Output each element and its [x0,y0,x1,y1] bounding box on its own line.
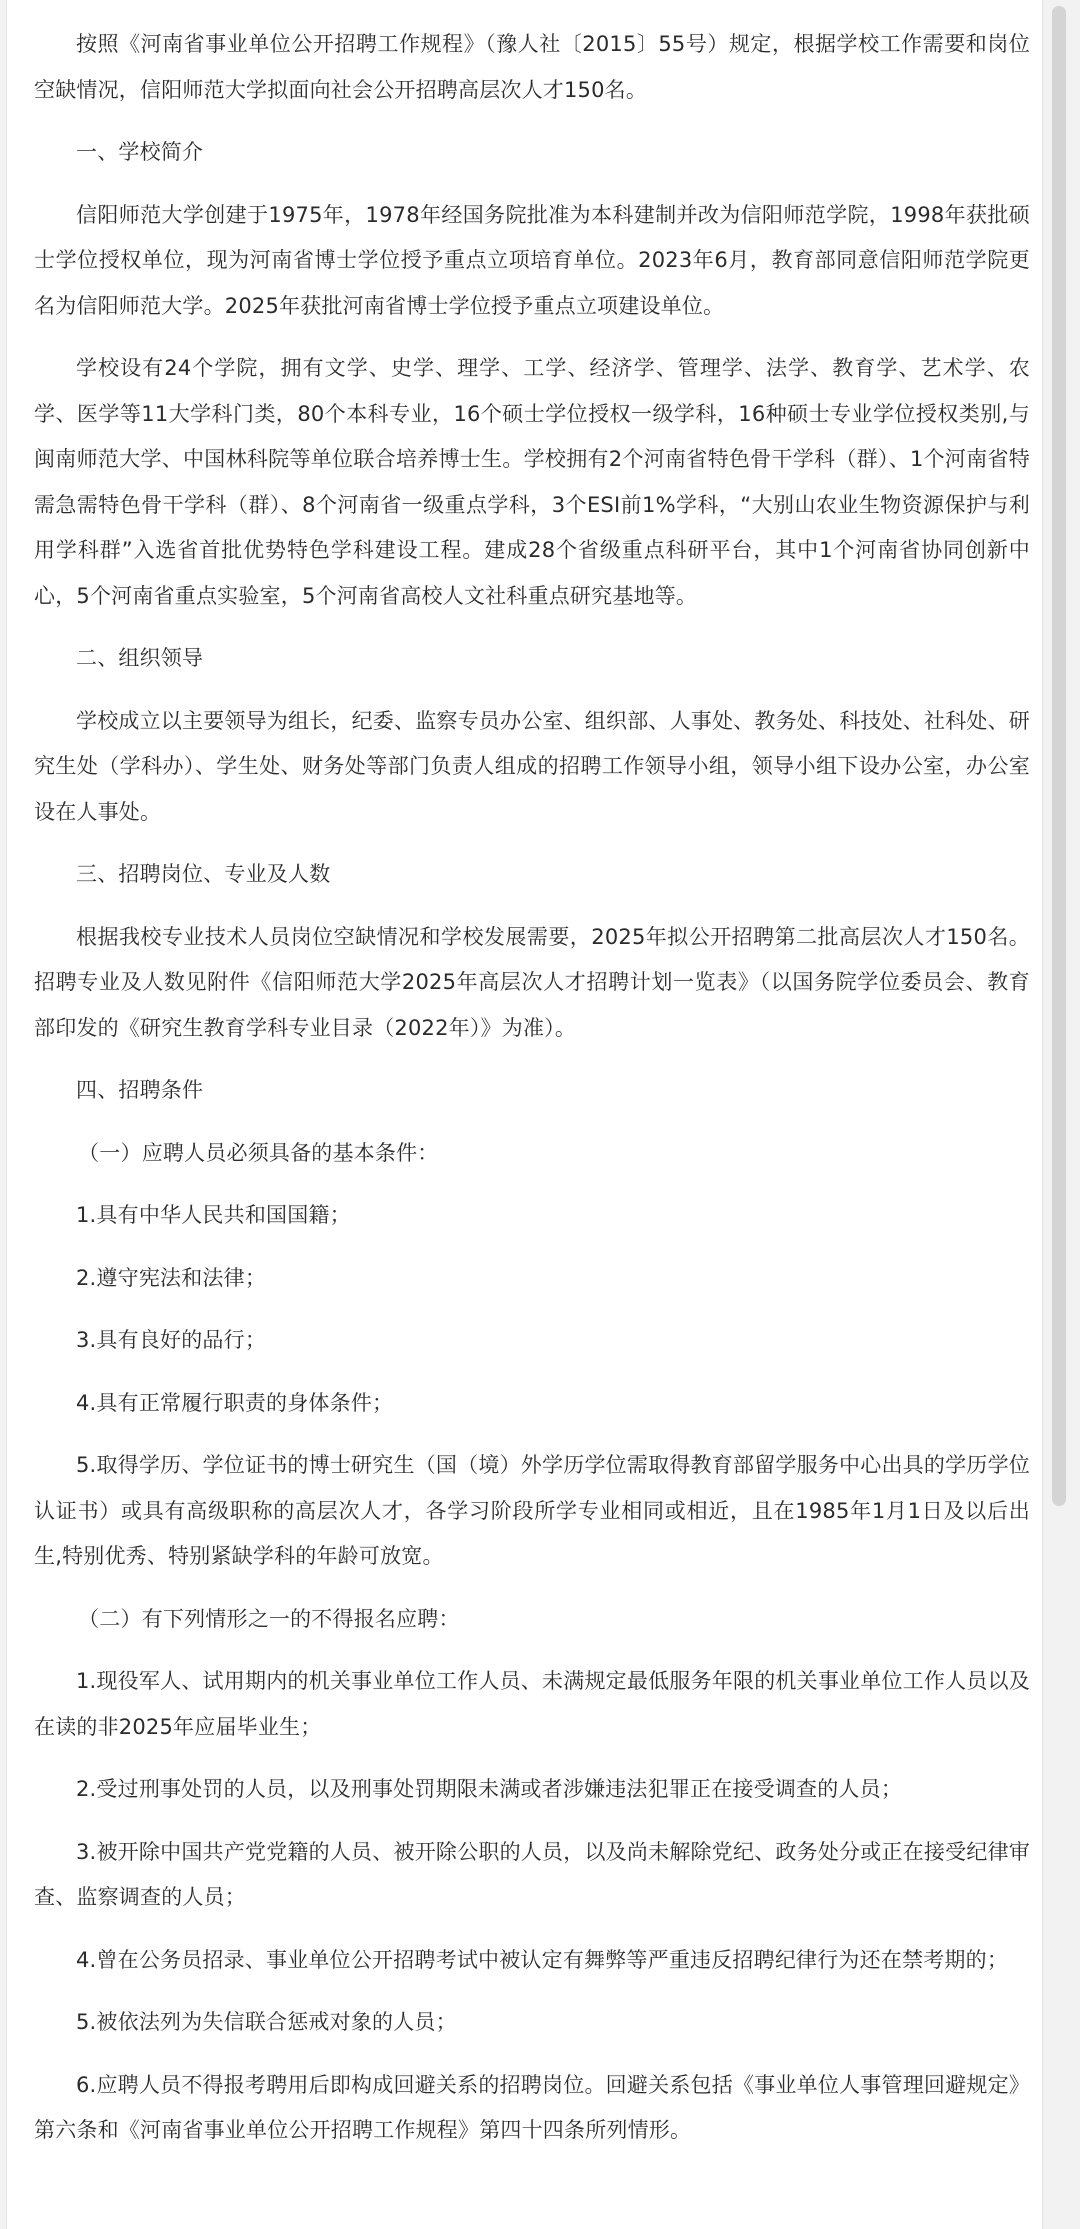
exclusion-item: 4.曾在公务员招录、事业单位公开招聘考试中被认定有舞弊等严重违反招聘纪律行为还在禁考期的； [76,1947,1009,1972]
scrollbar-thumb[interactable] [1052,6,1066,1506]
leadership-paragraph: 学校成立以主要领导为组长，纪委、监察专员办公室、组织部、人事处、教务处、科技处、社科处、研究生处（学科办）、学生处、财务处等部门负责人组成的招聘工作领导小组，领导小组下设办公室，办公室设在人事处。 [34,708,1030,824]
condition-item: 5.取得学历、学位证书的博士研究生（国（境）外学历学位需取得教育部留学服务中心出具的学历学位认证书）或具有高级职称的高层次人才，各学习阶段所学专业相同或相近，且在1985年1月1日及以后出生,特别优秀、特别紧缺学科的年龄可放宽。 [34,1453,1030,1568]
condition-item: 2.遵守宪法和法律； [76,1265,267,1290]
exclusion-item: 3.被开除中国共产党党籍的人员、被开除公职的人员，以及尚未解除党纪、政务处分或正在接受纪律审查、监察调查的人员； [34,1839,1030,1909]
subheading-basic-conditions: （一）应聘人员必须具备的基本条件： [78,1140,439,1165]
condition-item: 4.具有正常履行职责的身体条件； [76,1390,394,1415]
positions-paragraph: 根据我校专业技术人员岗位空缺情况和学校发展需要，2025年拟公开招聘第二批高层次人才150名。招聘专业及人数见附件《信阳师范大学2025年高层次人才招聘计划一览表》（以国务院学位委员会、教育部印发的《研究生教育学科专业目录（2022年）》为准）。 [34,924,1030,1040]
exclusion-item: 6.应聘人员不得报考聘用后即构成回避关系的招聘岗位。回避关系包括《事业单位人事管理回避规定》第六条和《河南省事业单位公开招聘工作规程》第四十四条所列情形。 [34,2072,1030,2142]
section-heading-leadership: 二、组织领导 [76,646,204,670]
exclusion-item: 2.受过刑事处罚的人员，以及刑事处罚期限未满或者涉嫌违法犯罪正在接受调查的人员； [76,1777,903,1801]
exclusion-item: 1.现役军人、试用期内的机关事业单位工作人员、未满规定最低服务年限的机关事业单位工作人员以及在读的非2025年应届毕业生； [34,1669,1030,1739]
condition-item: 1.具有中华人民共和国国籍； [76,1203,351,1227]
subheading-exclusions: （二）有下列情形之一的不得报名应聘： [78,1606,460,1631]
exclusion-item: 5.被依法列为失信联合惩戒对象的人员； [76,2010,457,2034]
section-heading-school-intro: 一、学校简介 [76,140,204,164]
section-heading-conditions: 四、招聘条件 [76,1078,204,1102]
document-content [34,22,1030,2171]
school-disciplines-paragraph: 学校设有24个学院，拥有文学、史学、理学、工学、经济学、管理学、法学、教育学、艺术学、农学、医学等11大学科门类，80个本科专业，16个硕士学位授权一级学科，16种硕士专业学位授权类别,与闽南师范大学、中国林科院等单位联合培养博士生。学校拥有2个河南省特色骨干学科（群）、1个河南省特需急需特色骨干学科（群）、8个河南省一级重点学科，3个ESI前1%学科，“大别山农业生物资源保护与利用学科群”入选省首批优势特色学科建设工程。建成28个省级重点科研平台，其中1个河南省协同创新中心，5个河南省重点实验室，5个河南省高校人文社科重点研究基地等。 [34,356,1030,608]
school-history-paragraph: 信阳师范大学创建于1975年，1978年经国务院批准为本科建制并改为信阳师范学院，1998年获批硕士学位授权单位，现为河南省博士学位授予重点立项培育单位。2023年6月，教育部同意信阳师范学院更名为信阳师范大学。2025年获批河南省博士学位授予重点立项建设单位。 [34,202,1030,318]
section-heading-positions: 三、招聘岗位、专业及人数 [76,862,331,886]
intro-paragraph: 按照《河南省事业单位公开招聘工作规程》（豫人社〔2015〕55号）规定，根据学校工作需要和岗位空缺情况，信阳师范大学拟面向社会公开招聘高层次人才150名。 [34,32,1030,102]
condition-item: 3.具有良好的品行； [76,1328,267,1352]
document-page [6,0,1043,2229]
